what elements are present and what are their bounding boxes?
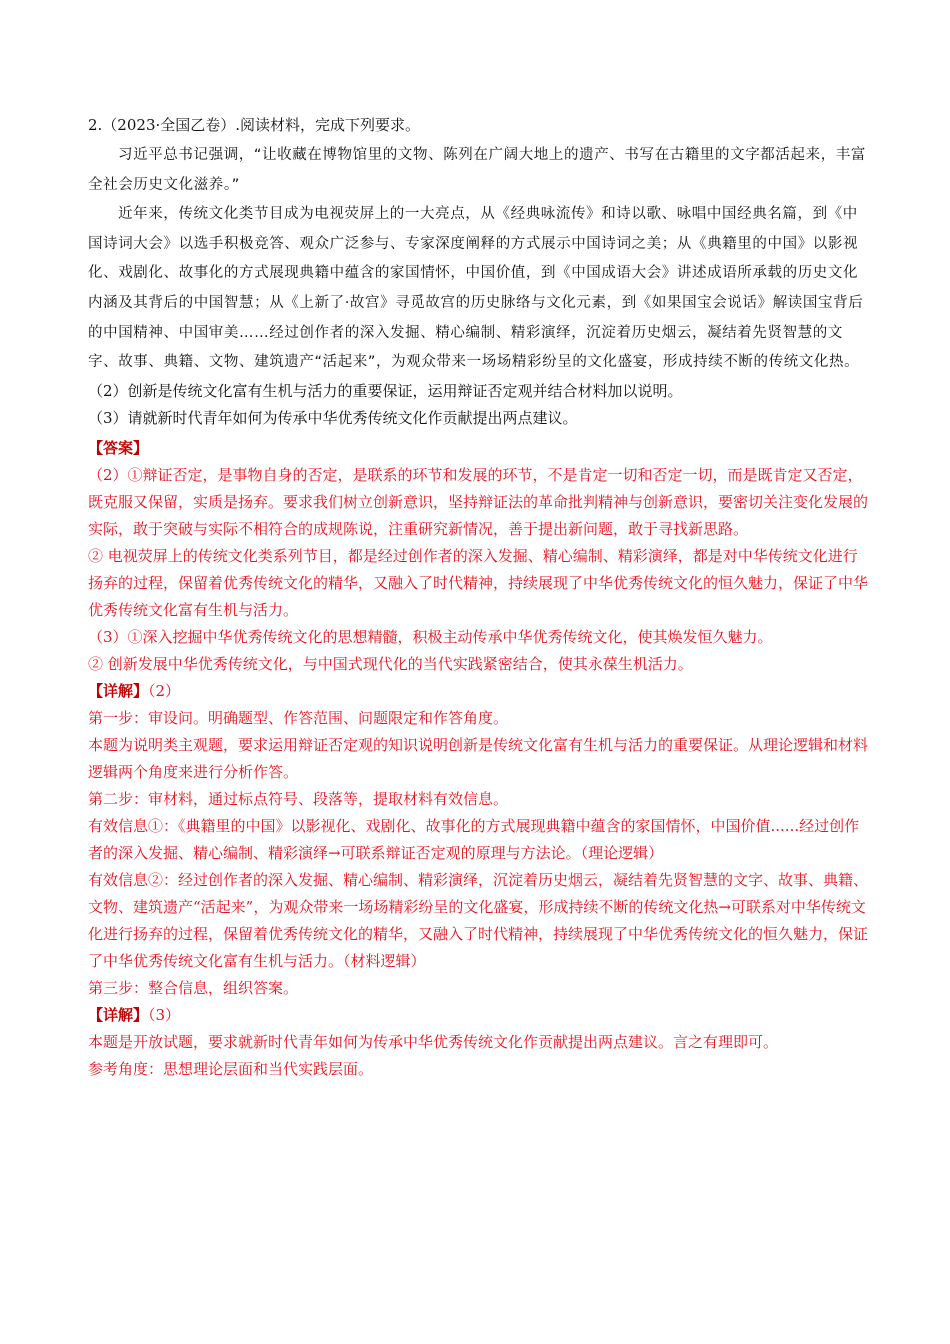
document-page [88, 112, 870, 1083]
explain-2-step-2: 第二步：审材料，通过标点符号、段落等，提取材料有效信息。 [88, 789, 509, 808]
sub-question-3: （3）请就新时代青年如何为传承中华优秀传统文化作贡献提出两点建议。 [88, 408, 578, 427]
explain-3-tag-suffix: （3） [148, 1005, 181, 1024]
material-paragraph: 近年来，传统文化类节目成为电视荧屏上的一大亮点，从《经典咏流传》和诗以歌、咏唱中国经典名篇，到《中国诗词大会》以选手积极竞答、观众广泛参与、专家深度阐释的方式展示中国诗词之美；从《典籍里的中国》以影视化、戏剧化、故事化的方式展现典籍中蕴含的家国情怀，中国价值，到《中国成语大会》讲述成语所承载的历史文化内涵及其背后的中国智慧；从《上新了·故宫》寻觅故宫的历史脉络与文化元素，到《如果国宝会说话》解读国宝背后的中国精神、中国审美……经过创作者的深入发掘、精心编制、精彩演绎，沉淀着历史烟云，凝结着先贤智慧的文字、故事、典籍、文物、建筑遗产“活起来”，为观众带来一场场精彩纷呈的文化盛宴，形成持续不断的传统文化热。 [88, 206, 864, 371]
material-quote: 习近平总书记强调，“让收藏在博物馆里的文物、陈列在广阔大地上的遗产、书写在古籍里的文字都活起来，丰富全社会历史文化滋养。” [88, 147, 867, 193]
answer-3-point-1: （3）①深入挖掘中华优秀传统文化的思想精髓，积极主动传承中华优秀传统文化，使其焕发恒久魅力。 [88, 627, 773, 646]
explain-3-heading [88, 1002, 870, 1029]
question-header: 2.（2023·全国乙卷）.阅读材料，完成下列要求。 [88, 116, 421, 134]
explain-2-step-3: 第三步：整合信息，组织答案。 [88, 978, 299, 997]
sub-question-2: （2）创新是传统文化富有生机与活力的重要保证，运用辩证否定观并结合材料加以说明。 [88, 381, 683, 400]
explain-2-info-1: 有效信息①：《典籍里的中国》以影视化、戏剧化、故事化的方式展现典籍中蕴含的家国情怀，中国价值......经过创作者的深入发掘、精心编制、精彩演绎→可联系辩证否定观的原理与方法论。（理论逻辑） [88, 816, 860, 862]
explain-2-step-1-detail: 本题为说明类主观题，要求运用辩证否定观的知识说明创新是传统文化富有生机与活力的重要保证。从理论逻辑和材料逻辑两个角度来进行分析作答。 [88, 735, 869, 781]
explain-2-info-2: 有效信息②：经过创作者的深入发掘、精心编制、精彩演绎，沉淀着历史烟云，凝结着先贤智慧的文字、故事、典籍、文物、建筑遗产“活起来”，为观众带来一场场精彩纷呈的文化盛宴，形成持续不断的传统文化热→可联系对中华传统文化进行扬弃的过程，保留着优秀传统文化的精华，又融入了时代精神，持续展现了中华优秀传统文化的恒久魅力，保证了中华优秀传统文化富有生机与活力。（材料逻辑） [88, 870, 869, 970]
explain-3-tag: 【详解】 [88, 1005, 149, 1024]
explain-2-tag-suffix: （2） [148, 681, 181, 700]
answer-tag: 【答案】 [88, 438, 149, 457]
answer-2-point-2: ② 电视荧屏上的传统文化类系列节目，都是经过创作者的深入发掘、精心编制、精彩演绎，都是对中华传统文化进行扬弃的过程，保留着优秀传统文化的精华，又融入了时代精神，持续展现了中华优秀传统文化的恒久魅力，保证了中华优秀传统文化富有生机与活力。 [88, 546, 869, 619]
explain-2-heading [88, 678, 870, 705]
answer-2-point-1: （2）①辩证否定，是事物自身的否定，是联系的环节和发展的环节，不是肯定一切和否定一切，而是既肯定又否定，既克服又保留，实质是扬弃。要求我们树立创新意识，坚持辩证法的革命批判精神与创新意识，要密切关注变化发展的实际，敢于突破与实际不相符合的成规陈说，注重研究新情况，善于提出新问题，敢于寻找新思路。 [88, 465, 869, 538]
explain-2-tag: 【详解】 [88, 681, 149, 700]
explain-2-step-1: 第一步：审设问。明确题型、作答范围、问题限定和作答角度。 [88, 708, 509, 727]
answer-3-point-2: ② 创新发展中华优秀传统文化，与中国式现代化的当代实践紧密结合，使其永葆生机活力。 [88, 654, 693, 673]
explain-3-detail: 本题是开放试题，要求就新时代青年如何为传承中华优秀传统文化作贡献提出两点建议。言之有理即可。 [88, 1032, 779, 1051]
explain-3-reference: 参考角度：思想理论层面和当代实践层面。 [88, 1059, 374, 1078]
